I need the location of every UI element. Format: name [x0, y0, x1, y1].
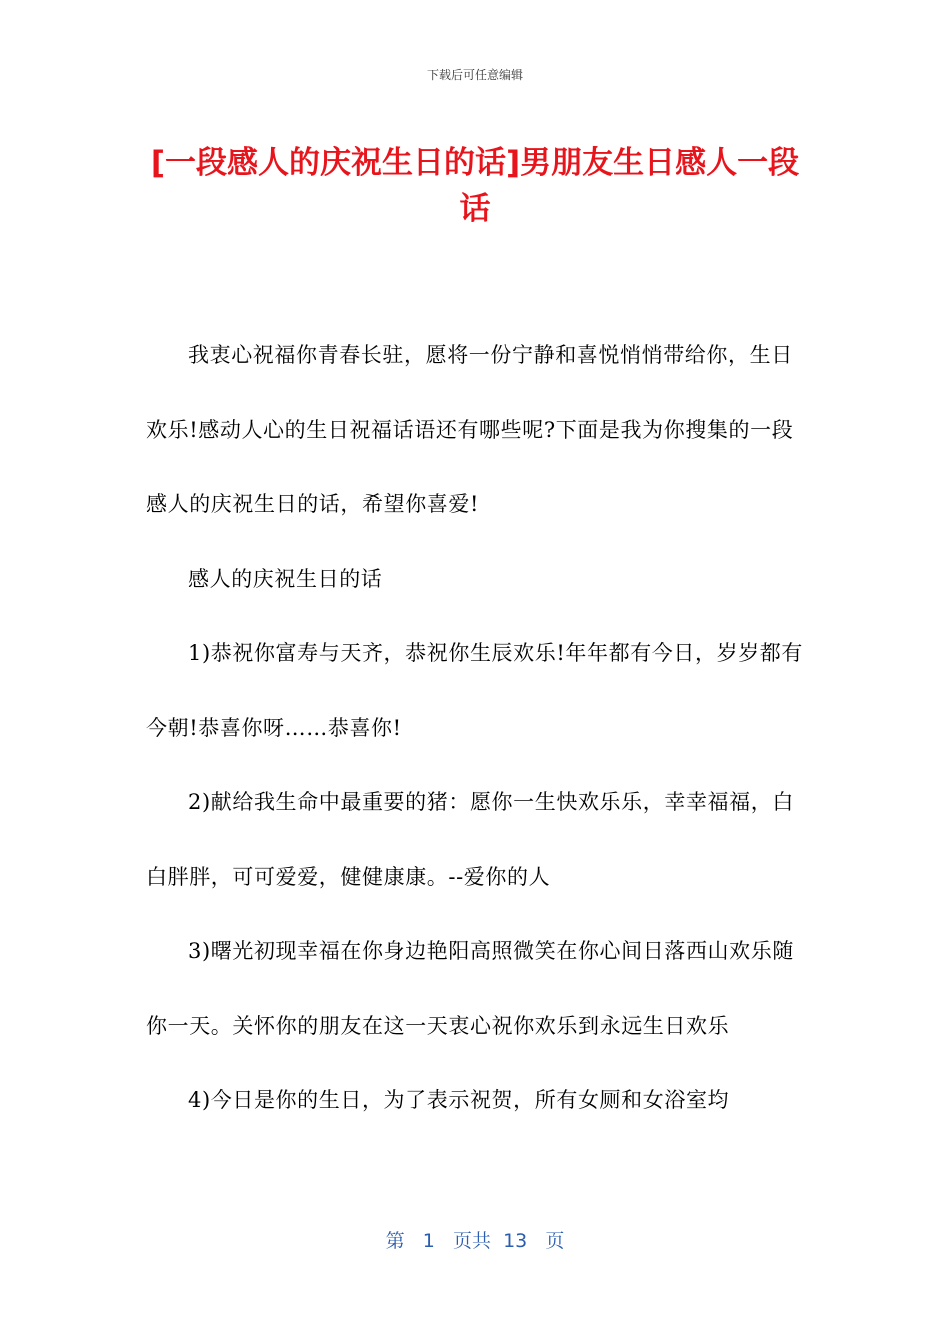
footer-middle: 页共: [452, 1230, 491, 1252]
footer-page-number: 1: [422, 1230, 435, 1252]
paragraph-subheading: 感人的庆祝生日的话: [188, 566, 383, 591]
paragraph-item-3: 3)曙光初现幸福在你身边艳阳高照微笑在你心间日落西山欢乐随你一天。关怀你的朋友在这一天衷心祝你欢乐到永远生日欢乐: [146, 939, 794, 1038]
paragraph-item-4: 4)今日是你的生日，为了表示祝贺，所有女厕和女浴室均: [188, 1088, 730, 1112]
footer-suffix: 页: [545, 1230, 565, 1252]
header-note: 下载后可任意编辑: [426, 68, 523, 82]
paragraph-item-1: 1)恭祝你富寿与天齐，恭祝你生辰欢乐!年年都有今日，岁岁都有今朝!恭喜你呀……恭喜你!: [146, 641, 803, 740]
paragraph-item-2: 2)献给我生命中最重要的猪：愿你一生快欢乐乐，幸幸福福，白白胖胖，可可爱爱，健健康康。--爱你的人: [146, 790, 794, 889]
document-title: [一段感人的庆祝生日的话]男朋友生日感人一段话: [150, 145, 800, 227]
footer-prefix: 第: [385, 1230, 405, 1252]
document-body: [146, 318, 806, 1138]
paragraph-intro: 我衷心祝福你青春长驻，愿将一份宁静和喜悦悄悄带给你，生日欢乐!感动人心的生日祝福话语还有哪些呢?下面是我为你搜集的一段感人的庆祝生日的话，希望你喜爱!: [146, 343, 794, 516]
footer-total-pages: 13: [503, 1230, 528, 1252]
page-footer: [0, 1226, 950, 1253]
